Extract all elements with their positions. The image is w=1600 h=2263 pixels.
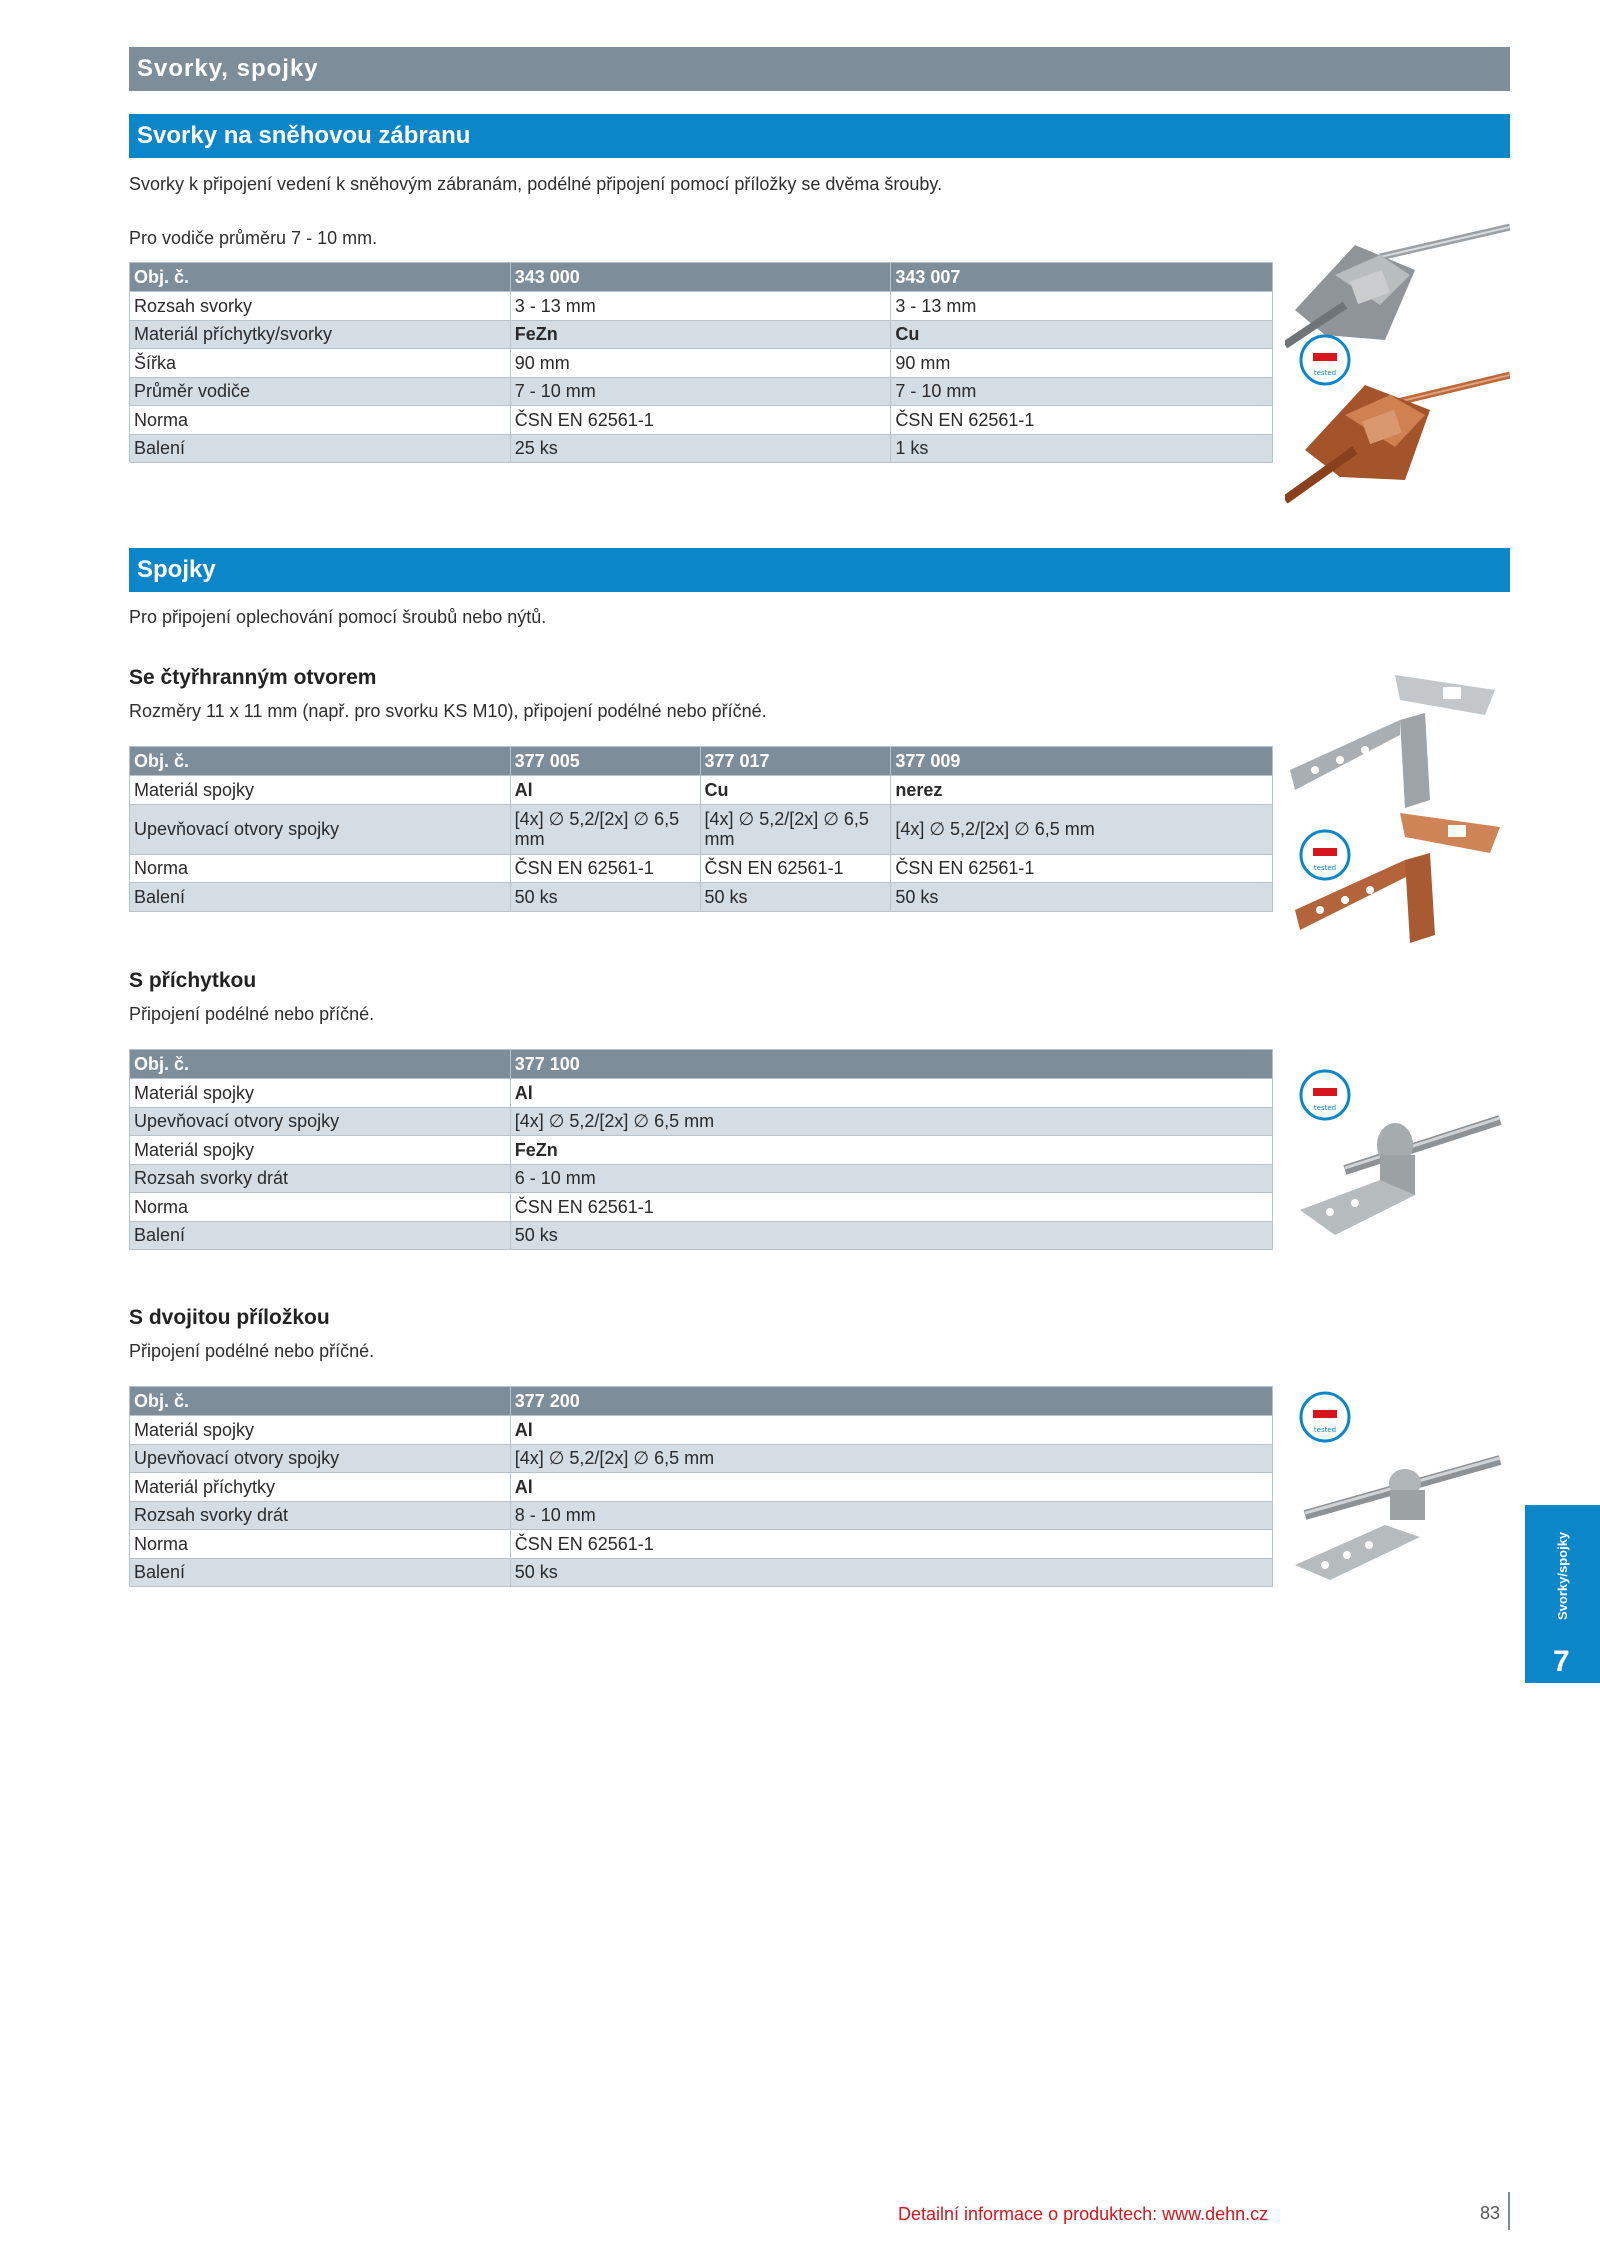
snow-guard-note: Pro vodiče průměru 7 - 10 mm. [129, 228, 378, 248]
table-cell: ČSN EN 62561-1 [510, 854, 700, 883]
table-row [130, 1164, 1273, 1193]
chapter-label: Svorky/spojky [1555, 1531, 1570, 1620]
header-cell: Obj. č. [130, 263, 511, 292]
row-label: Upevňovací otvory spojky [130, 1107, 511, 1136]
table-cell: 8 - 10 mm [510, 1501, 1272, 1530]
table-row [130, 434, 1273, 463]
table-cell: 50 ks [891, 883, 1273, 912]
material-fezn: FeZn [510, 320, 891, 349]
table-cell: [4x] ∅ 5,2/[2x] ∅ 6,5 mm [891, 804, 1273, 854]
table-header-row [130, 1387, 1273, 1416]
table-cell: ČSN EN 62561-1 [891, 406, 1273, 435]
double-plate-desc: Připojení podélné nebo příčné. [129, 1341, 375, 1361]
table-cell: 50 ks [510, 883, 700, 912]
material-cu: Cu [700, 776, 891, 805]
section-header: Svorky, spojky [129, 47, 1510, 91]
material-cu: Cu [891, 320, 1273, 349]
clip-table [129, 1049, 1273, 1250]
row-label: Norma [130, 1193, 511, 1222]
row-label: Balení [130, 434, 511, 463]
header-cell: 343 007 [891, 263, 1273, 292]
tested-badge-icon: tested [1313, 1426, 1337, 1434]
row-label: Šířka [130, 349, 511, 378]
tested-badge-icon: tested [1313, 1104, 1337, 1112]
row-label: Balení [130, 1558, 511, 1587]
chapter-number: 7 [1553, 1645, 1570, 1678]
snow-guard-title: Svorky na sněhovou zábranu [129, 114, 1510, 158]
table-cell: 3 - 13 mm [510, 292, 891, 321]
table-row [130, 883, 1273, 912]
table-cell: 25 ks [510, 434, 891, 463]
table-cell: 90 mm [510, 349, 891, 378]
table-cell: 7 - 10 mm [891, 377, 1273, 406]
tested-badge-icon: tested [1313, 864, 1337, 872]
header-cell: 377 009 [891, 747, 1273, 776]
connectors-title: Spojky [129, 548, 1510, 592]
header-cell: 343 000 [510, 263, 891, 292]
row-label: Materiál příchytky/svorky [130, 320, 511, 349]
snow-guard-table [129, 262, 1273, 463]
table-row [130, 349, 1273, 378]
header-cell: 377 017 [700, 747, 891, 776]
table-row [130, 1473, 1273, 1502]
double-plate-table [129, 1386, 1273, 1587]
row-label: Rozsah svorky drát [130, 1164, 511, 1193]
table-row [130, 320, 1273, 349]
material-al: Al [510, 776, 700, 805]
table-row [130, 1193, 1273, 1222]
row-label: Norma [130, 854, 511, 883]
table-cell: [4x] ∅ 5,2/[2x] ∅ 6,5 mm [510, 1444, 1272, 1473]
row-label: Balení [130, 1221, 511, 1250]
table-cell: ČSN EN 62561-1 [891, 854, 1273, 883]
table-row [130, 804, 1273, 854]
header-cell: 377 005 [510, 747, 700, 776]
table-header-row [130, 263, 1273, 292]
row-label: Balení [130, 883, 511, 912]
chapter-side-tab [1525, 1505, 1600, 1683]
table-row [130, 1136, 1273, 1165]
material-al: Al [510, 1416, 1272, 1445]
row-label: Průměr vodiče [130, 377, 511, 406]
double-plate-connector-image [1285, 1385, 1510, 1585]
material-al: Al [510, 1473, 1272, 1502]
table-cell: 7 - 10 mm [510, 377, 891, 406]
double-plate-title: S dvojitou příložkou [129, 1306, 330, 1329]
table-row [130, 377, 1273, 406]
clip-desc: Připojení podélné nebo příčné. [129, 1004, 375, 1024]
table-cell: 3 - 13 mm [891, 292, 1273, 321]
table-cell: [4x] ∅ 5,2/[2x] ∅ 6,5 mm [700, 804, 891, 854]
table-cell: ČSN EN 62561-1 [510, 1193, 1272, 1222]
table-cell: 1 ks [891, 434, 1273, 463]
table-row [130, 1530, 1273, 1559]
tested-badge-icon: tested [1313, 369, 1337, 377]
table-cell: 50 ks [510, 1221, 1272, 1250]
header-cell: 377 100 [510, 1050, 1272, 1079]
table-row [130, 406, 1273, 435]
page-number-rule [1508, 2192, 1510, 2230]
table-row [130, 776, 1273, 805]
table-row [130, 292, 1273, 321]
table-row [130, 1501, 1273, 1530]
table-cell: 50 ks [700, 883, 891, 912]
row-label: Materiál spojky [130, 1136, 511, 1165]
table-cell: ČSN EN 62561-1 [510, 406, 891, 435]
header-cell: Obj. č. [130, 747, 511, 776]
row-label: Norma [130, 1530, 511, 1559]
table-cell: 6 - 10 mm [510, 1164, 1272, 1193]
row-label: Materiál spojky [130, 1079, 511, 1108]
table-row [130, 1558, 1273, 1587]
table-cell: [4x] ∅ 5,2/[2x] ∅ 6,5 mm [510, 1107, 1272, 1136]
table-row [130, 1444, 1273, 1473]
table-row [130, 1416, 1273, 1445]
square-hole-connector-image [1285, 665, 1510, 955]
row-label: Materiál příchytky [130, 1473, 511, 1502]
table-row [130, 1107, 1273, 1136]
row-label: Upevňovací otvory spojky [130, 1444, 511, 1473]
table-cell: [4x] ∅ 5,2/[2x] ∅ 6,5 mm [510, 804, 700, 854]
table-cell: 50 ks [510, 1558, 1272, 1587]
row-label: Norma [130, 406, 511, 435]
table-header-row [130, 747, 1273, 776]
clip-title: S příchytkou [129, 969, 257, 992]
table-row [130, 854, 1273, 883]
page-number: 83 [1480, 2203, 1501, 2223]
material-stainless: nerez [891, 776, 1273, 805]
material-fezn: FeZn [510, 1136, 1272, 1165]
row-label: Materiál spojky [130, 776, 511, 805]
row-label: Materiál spojky [130, 1416, 511, 1445]
square-hole-desc: Rozměry 11 x 11 mm (např. pro svorku KS M10), připojení podélné nebo příčné. [129, 701, 767, 721]
table-row [130, 1221, 1273, 1250]
table-cell: 90 mm [891, 349, 1273, 378]
product-info-link[interactable]: Detailní informace o produktech: www.dehn.cz [898, 2204, 1269, 2224]
material-al: Al [510, 1079, 1272, 1108]
square-hole-title: Se čtyřhranným otvorem [129, 666, 377, 689]
table-row [130, 1079, 1273, 1108]
square-hole-table [129, 746, 1273, 912]
row-label: Upevňovací otvory spojky [130, 804, 511, 854]
snow-guard-desc: Svorky k připojení vedení k sněhovým zábranám, podélné připojení pomocí příložky se dvěma šrouby. [129, 174, 943, 194]
header-cell: Obj. č. [130, 1387, 511, 1416]
row-label: Rozsah svorky [130, 292, 511, 321]
clip-connector-image [1285, 1060, 1510, 1250]
table-cell: ČSN EN 62561-1 [510, 1530, 1272, 1559]
connectors-desc: Pro připojení oplechování pomocí šroubů nebo nýtů. [129, 607, 547, 627]
table-cell: ČSN EN 62561-1 [700, 854, 891, 883]
header-cell: 377 200 [510, 1387, 1272, 1416]
row-label: Rozsah svorky drát [130, 1501, 511, 1530]
table-header-row [130, 1050, 1273, 1079]
header-cell: Obj. č. [130, 1050, 511, 1079]
snow-guard-clamp-image [1285, 215, 1510, 505]
